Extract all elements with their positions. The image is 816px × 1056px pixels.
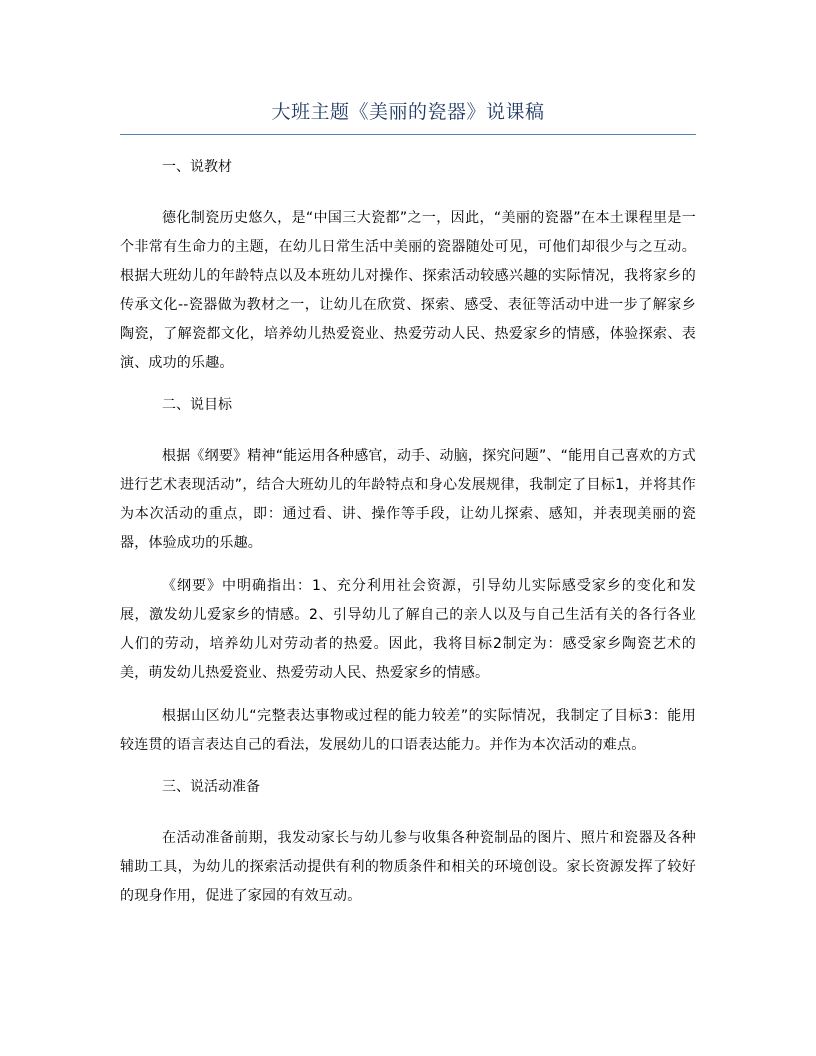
body-paragraph: 《纲要》中明确指出：1、充分利用社会资源，引导幼儿实际感受家乡的变化和发展，激发幼儿爱家乡的情感。2、引导幼儿了解自己的亲人以及与自己生活有关的各行各业人们的劳动，培养幼儿对劳动者的热爱。因此，我将目标2制定为：感受家乡陶瓷艺术的美，萌发幼儿热爱瓷业、热爱劳动人民、热爱家乡的情感。 xyxy=(120,578,696,681)
section-heading: 三、说活动准备 xyxy=(162,779,260,795)
body-paragraph: 根据山区幼儿“完整表达事物或过程的能力较差”的实际情况，我制定了目标3：能用较连贯的语言表达自己的看法，发展幼儿的口语表达能力。并作为本次活动的难点。 xyxy=(120,708,696,753)
section-textbook xyxy=(120,154,696,378)
document-body xyxy=(120,154,696,925)
body-paragraph: 根据《纲要》精神“能运用各种感官，动手、动脑，探究问题”、“能用自己喜欢的方式进行艺术表现活动”，结合大班幼儿的年龄特点和身心发展规律，我制定了目标1，并将其作为本次活动的重点，即：通过看、讲、操作等手段，让幼儿探索、感知，并表现美丽的瓷器，体验成功的乐趣。 xyxy=(120,448,696,551)
body-paragraph: 在活动准备前期，我发动家长与幼儿参与收集各种瓷制品的图片、照片和瓷器及各种辅助工具，为幼儿的探索活动提供有利的物质条件和相关的环境创设。家长资源发挥了较好的现身作用，促进了家园的有效互动。 xyxy=(120,830,696,904)
section-heading: 二、说目标 xyxy=(162,397,232,413)
title-block xyxy=(120,96,696,135)
section-heading: 一、说教材 xyxy=(162,159,232,175)
section-goals xyxy=(120,392,696,760)
body-paragraph: 德化制瓷历史悠久，是“中国三大瓷都”之一，因此，“美丽的瓷器”在本土课程里是一个非常有生命力的主题，在幼儿日常生活中美丽的瓷器随处可见，可他们却很少与之互动。根据大班幼儿的年龄特点以及本班幼儿对操作、探索活动较感兴趣的实际情况，我将家乡的传承文化--瓷器做为教材之一，让幼儿在欣赏、探索、感受、表征等活动中进一步了解家乡陶瓷，了解瓷都文化，培养幼儿热爱瓷业、热爱劳动人民、热爱家乡的情感，体验探索、表演、成功的乐趣。 xyxy=(120,210,696,371)
document-title: 大班主题《美丽的瓷器》说课稿 xyxy=(271,101,545,123)
section-preparation xyxy=(120,774,696,911)
